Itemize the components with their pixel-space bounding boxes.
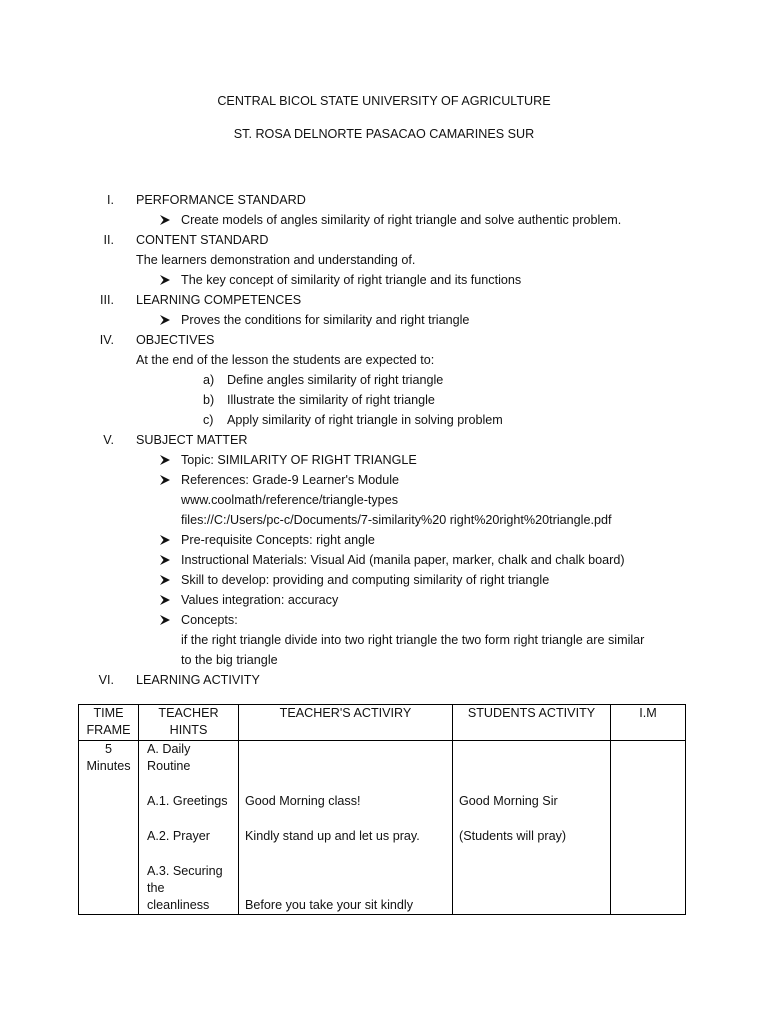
section-intro-text: The learners demonstration and understanding of. [136,253,416,267]
teacher-activity-cell: Good Morning class! [239,793,453,828]
teacher-hint-cell: A.3. Securing the cleanliness [139,863,239,915]
table-row [79,741,686,793]
arrowhead-bullet-icon [160,535,170,545]
reference-file-path: files://C:/Users/pc-c/Documents/7-similarity%20 right%20right%20triangle.pdf [181,513,612,527]
table-row [79,863,686,915]
bullet-item [0,310,768,330]
section-numeral: IV. [99,333,114,347]
section-numeral: V. [103,433,114,447]
concept-text: to the big triangle [181,653,278,667]
bullet-continuation [0,630,768,650]
objective-label: c) [203,413,214,427]
bullet-text: Pre-requisite Concepts: right angle [181,533,375,547]
im-cell [611,741,686,915]
teacher-hint-cell: A. Daily Routine [139,741,239,793]
teacher-activity-cell: Kindly stand up and let us pray. [239,828,453,863]
arrowhead-bullet-icon [160,615,170,625]
bullet-text: The key concept of similarity of right triangle and its functions [181,273,522,287]
section-title: SUBJECT MATTER [136,433,248,447]
bullet-text: Skill to develop: providing and computing similarity of right triangle [181,573,550,587]
bullet-text: References: Grade-9 Learner's Module [181,473,400,487]
arrowhead-bullet-icon [160,455,170,465]
concept-text: if the right triangle divide into two right triangle the two form right triangle are similar [181,633,645,647]
bullet-item [0,210,768,230]
objective-text: Illustrate the similarity of right triangle [227,393,435,407]
objective-label: b) [203,393,215,407]
section-heading-learning-activity [0,670,768,690]
bullet-text: Topic: SIMILARITY OF RIGHT TRIANGLE [181,453,417,467]
header-time-frame: TIME FRAME [79,705,139,741]
students-activity-cell: (Students will pray) [453,828,611,863]
bullet-continuation [0,650,768,670]
bullet-item [0,270,768,290]
table-header-row [79,705,686,741]
bullet-item [0,530,768,550]
students-activity-cell [453,863,611,915]
header-students-activity: STUDENTS ACTIVITY [453,705,611,741]
arrowhead-bullet-icon [160,315,170,325]
bullet-text: Concepts: [181,613,238,627]
arrowhead-bullet-icon [160,475,170,485]
objective-item [0,390,768,410]
teacher-activity-cell [239,741,453,793]
students-activity-cell: Good Morning Sir [453,793,611,828]
section-title: LEARNING COMPETENCES [136,293,302,307]
teacher-activity-cell: Before you take your sit kindly [239,863,453,915]
section-heading-objectives [0,330,768,350]
section-title: PERFORMANCE STANDARD [136,193,306,207]
header-teacher-hints: TEACHER HINTS [139,705,239,741]
section-numeral: III. [100,293,114,307]
bullet-text: Create models of angles similarity of right triangle and solve authentic problem. [181,213,622,227]
institution-address: ST. ROSA DELNORTE PASACAO CAMARINES SUR [233,127,535,141]
bullet-item [0,470,768,490]
arrowhead-bullet-icon [160,595,170,605]
bullet-item [0,550,768,570]
teacher-hint-cell: A.1. Greetings [139,793,239,828]
lesson-plan-body [0,190,768,690]
teacher-hint-cell: A.2. Prayer [139,828,239,863]
bullet-continuation [0,490,768,510]
arrowhead-bullet-icon [160,275,170,285]
section-title: CONTENT STANDARD [136,233,269,247]
header-im: I.M [611,705,686,741]
bullet-item [0,570,768,590]
objective-text: Define angles similarity of right triangle [227,373,444,387]
objective-item [0,410,768,430]
section-heading-subject-matter [0,430,768,450]
section-numeral: VI. [98,673,114,687]
students-activity-cell [453,741,611,793]
table-row [79,828,686,863]
arrowhead-bullet-icon [160,575,170,585]
table-row [79,793,686,828]
bullet-continuation [0,510,768,530]
section-title: OBJECTIVES [136,333,215,347]
bullet-text: Proves the conditions for similarity and right triangle [181,313,470,327]
objective-text: Apply similarity of right triangle in solving problem [227,413,503,427]
arrowhead-bullet-icon [160,215,170,225]
section-intro [0,250,768,270]
section-title: LEARNING ACTIVITY [136,673,260,687]
section-intro [0,350,768,370]
arrowhead-bullet-icon [160,555,170,565]
section-heading-performance-standard [0,190,768,210]
bullet-item [0,610,768,630]
bullet-item [0,590,768,610]
section-numeral: I. [107,193,114,207]
section-numeral: II. [103,233,114,247]
bullet-item [0,450,768,470]
learning-activity-table [78,704,686,915]
bullet-text: Instructional Materials: Visual Aid (manila paper, marker, chalk and chalk board) [181,553,625,567]
header-teachers-activity: TEACHER'S ACTIVIRY [239,705,453,741]
time-frame-cell: 5 Minutes [79,741,139,915]
objective-item [0,370,768,390]
section-heading-learning-competences [0,290,768,310]
objective-label: a) [203,373,215,387]
institution-name: CENTRAL BICOL STATE UNIVERSITY OF AGRICULTURE [217,94,551,108]
section-heading-content-standard [0,230,768,250]
reference-url: www.coolmath/reference/triangle-types [181,493,398,507]
section-intro-text: At the end of the lesson the students are expected to: [136,353,435,367]
bullet-text: Values integration: accuracy [181,593,339,607]
